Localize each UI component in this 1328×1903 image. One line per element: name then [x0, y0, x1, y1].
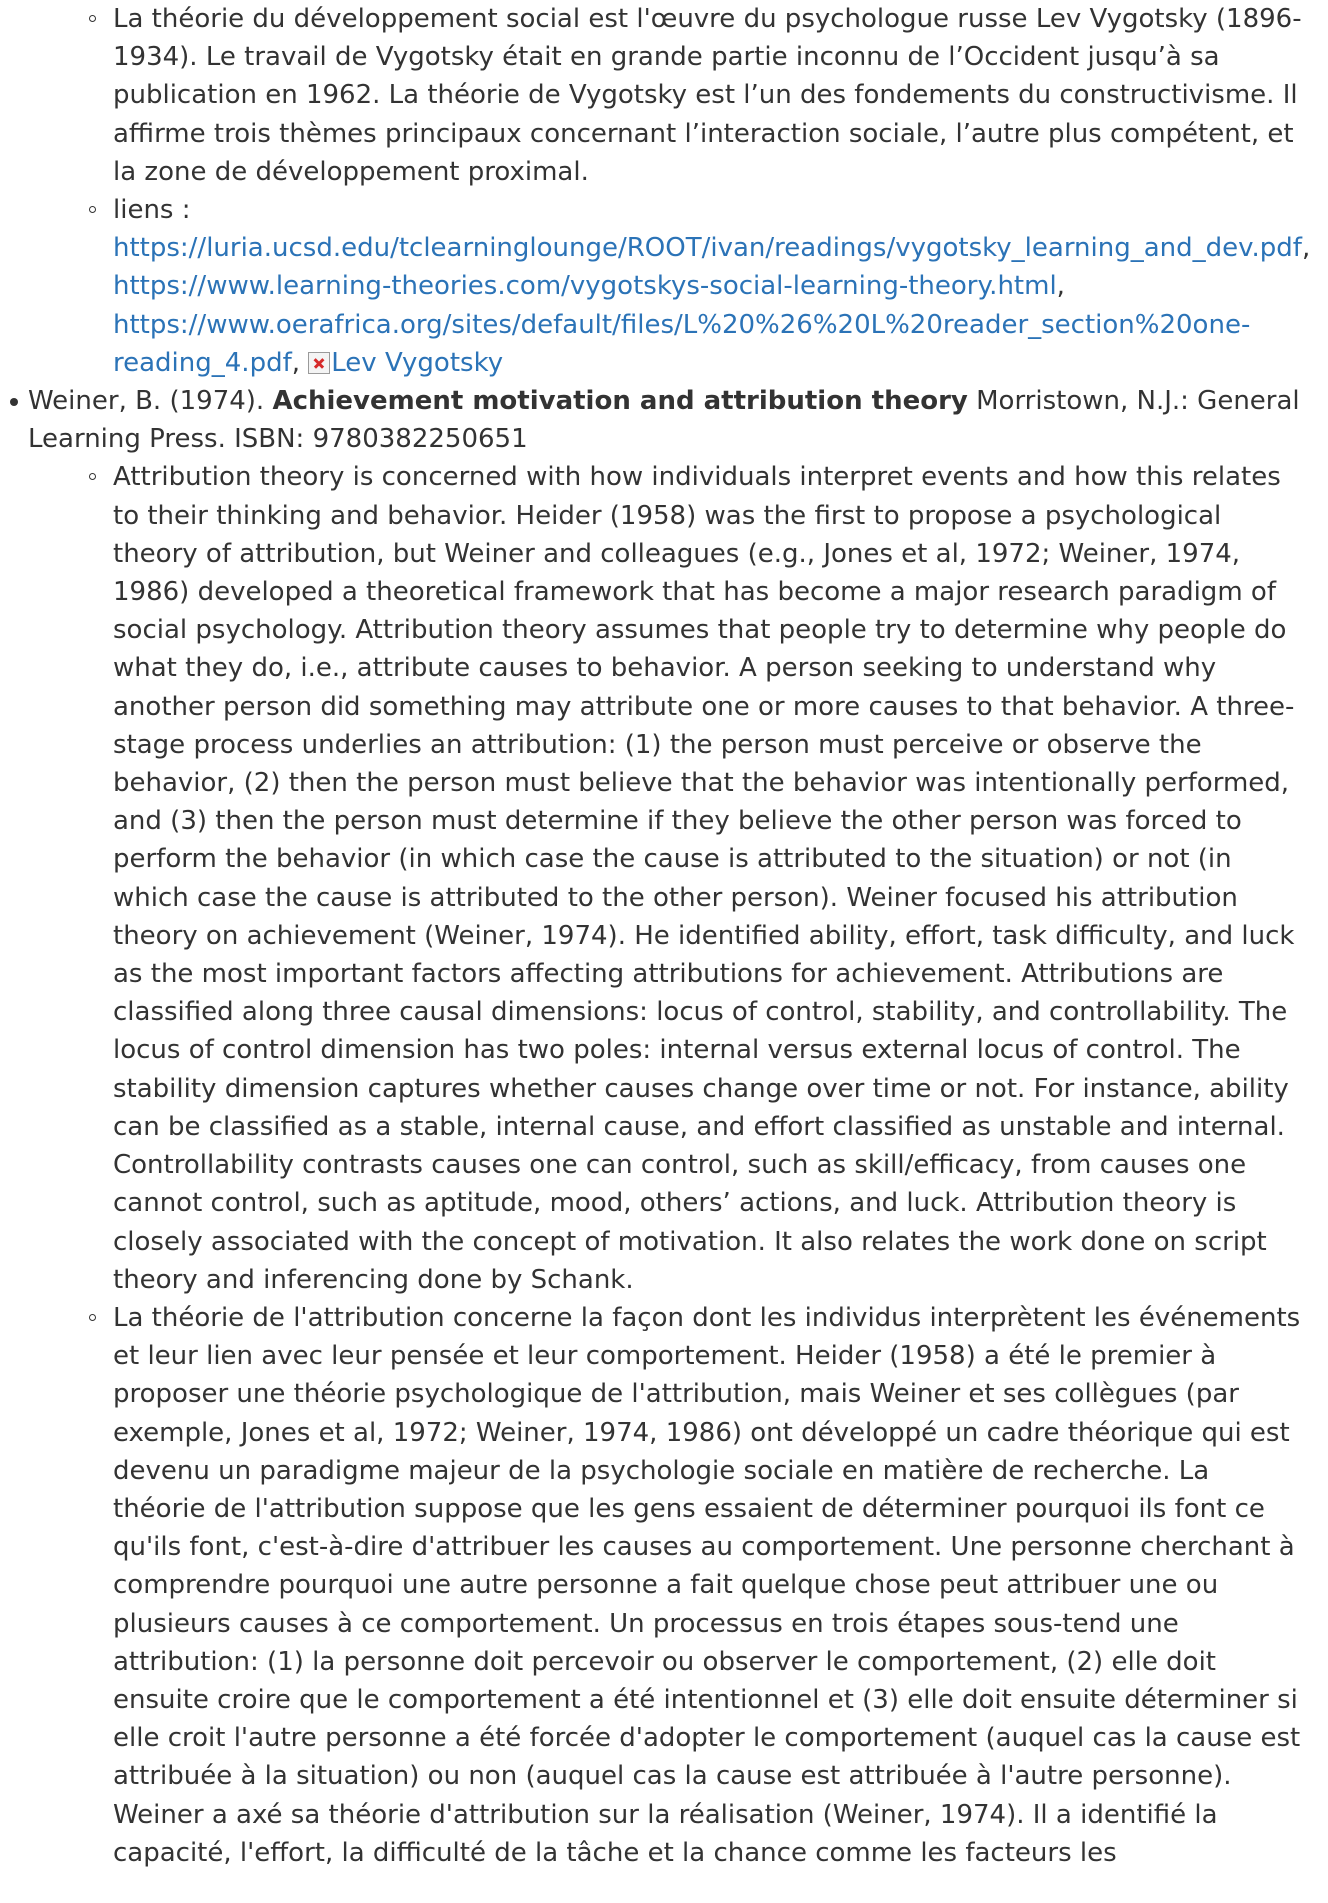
links-label: liens :: [113, 195, 191, 226]
link-lev-vygotsky[interactable]: Lev Vygotsky: [331, 347, 504, 378]
vygotsky-entry: [0, 0, 1328, 382]
vygotsky-links-item: [0, 191, 1328, 382]
weiner-book-title: Achievement motivation and attribution theory: [272, 386, 968, 417]
vygotsky-summary-fr: [0, 0, 1328, 191]
weiner-summary-fr-text: La théorie de l'attribution concerne la façon dont les individus interprètent les événements et leur lien avec leur pensée et leur comportement. Heider (1958) a été le premier à proposer une théorie psychologique de l'attribution, mais Weiner et ses collègues (par exemple, Jones et al, 1972; Weiner, 1974, 1986) ont développé un cadre théorique qui est devenu un paradigme majeur de la psychologie sociale en matière de recherche. La théorie de l'attribution suppose que les gens essaient de déterminer pourquoi ils font ce qu'ils font, c'est-à-dire d'attribuer les causes au comportement. Une personne cherchant à comprendre pourquoi une autre personne a fait quelque chose peut attribuer une ou plusieurs causes à ce comportement. Un processus en trois étapes sous-tend une attribution: (1) la personne doit percevoir ou observer le comportement, (2) elle doit ensuite croire que le comportement a été intentionnel et (3) elle doit ensuite déterminer si elle croit l'autre personne a été forcée d'adopter le comportement (auquel cas la cause est attribuée à la situation) ou non (auquel cas la cause est attribuée à l'autre personne). Weiner a axé sa théorie d'attribution sur la réalisation (Weiner, 1974). Il a identifié la capacité, l'effort, la difficulté de la tâche et la chance comme les facteurs les: [113, 1302, 1301, 1868]
link-learning-theories[interactable]: https://www.learning-theories.com/vygotskys-social-learning-theory.html: [113, 271, 1057, 302]
vygotsky-sub-list: [0, 0, 1328, 382]
weiner-entry: [0, 382, 1328, 1872]
link-oerafrica-pdf[interactable]: https://www.oerafrica.org/sites/default/files/L%20%26%20L%20reader_section%20one-reading_4.pdf: [113, 309, 1251, 378]
vygotsky-summary-text: La théorie du développement social est l'œuvre du psychologue russe Lev Vygotsky (1896-1934). Le travail de Vygotsky était en grande partie inconnu de l’Occident jusqu’à sa publication en 1962. La théorie de Vygotsky est l’un des fondements du constructivisme. Il affirme trois thèmes principaux concernant l’interaction sociale, l’autre plus compétent, et la zone de développement proximal.: [113, 4, 1302, 187]
link-separator: ,: [1056, 271, 1065, 302]
weiner-summary-fr: [0, 1299, 1328, 1872]
weiner-summary-en-text: Attribution theory is concerned with how individuals interpret events and how this relates to their thinking and behavior. Heider (1958) was the first to propose a psychological theory of attribution, but Weiner and colleagues (e.g., Jones et al, 1972; Weiner, 1974, 1986) developed a theoretical framework that has become a major research paradigm of social psychology. Attribution theory assumes that people try to determine why people do what they do, i.e., attribute causes to behavior. A person seeking to understand why another person did something may attribute one or more causes to that behavior. A three-stage process underlies an attribution: (1) the person must perceive or observe the behavior, (2) then the person must believe that the behavior was intentionally performed, and (3) then the person must determine if they believe the other person was forced to perform the behavior (in which case the cause is attributed to the situation) or not (in which case the cause is attributed to the other person). Weiner focused his attribution theory on achievement (Weiner, 1974). He identified ability, effort, task difficulty, and luck as the most important factors affecting attributions for achievement. Attributions are classified along three causal dimensions: locus of control, stability, and controllability. The locus of control dimension has two poles: internal versus external locus of control. The stability dimension captures whether causes change over time or not. For instance, ability can be classified as a stable, internal cause, and effort classified as unstable and internal. Controllability contrasts causes one can control, such as skill/efficacy, from causes one cannot control, such as aptitude, mood, others’ actions, and luck. Attribution theory is closely associated with the concept of motivation. It also relates the work done on script theory and inferencing done by Schank.: [113, 462, 1295, 1295]
broken-image-icon: [308, 352, 330, 374]
weiner-citation-prefix: Weiner, B. (1974).: [28, 386, 273, 417]
link-vygotsky-pdf[interactable]: https://luria.ucsd.edu/tclearninglounge/ROOT/ivan/readings/vygotsky_learning_and_dev.pdf: [113, 233, 1302, 264]
link-separator: ,: [291, 347, 309, 378]
weiner-summary-en: [0, 458, 1328, 1298]
weiner-sub-list: [28, 458, 1328, 1872]
weiner-citation-suffix: Morristown, N.J.: General Learning Press. ISBN: 9780382250651: [28, 386, 1300, 455]
link-separator: ,: [1301, 233, 1311, 264]
